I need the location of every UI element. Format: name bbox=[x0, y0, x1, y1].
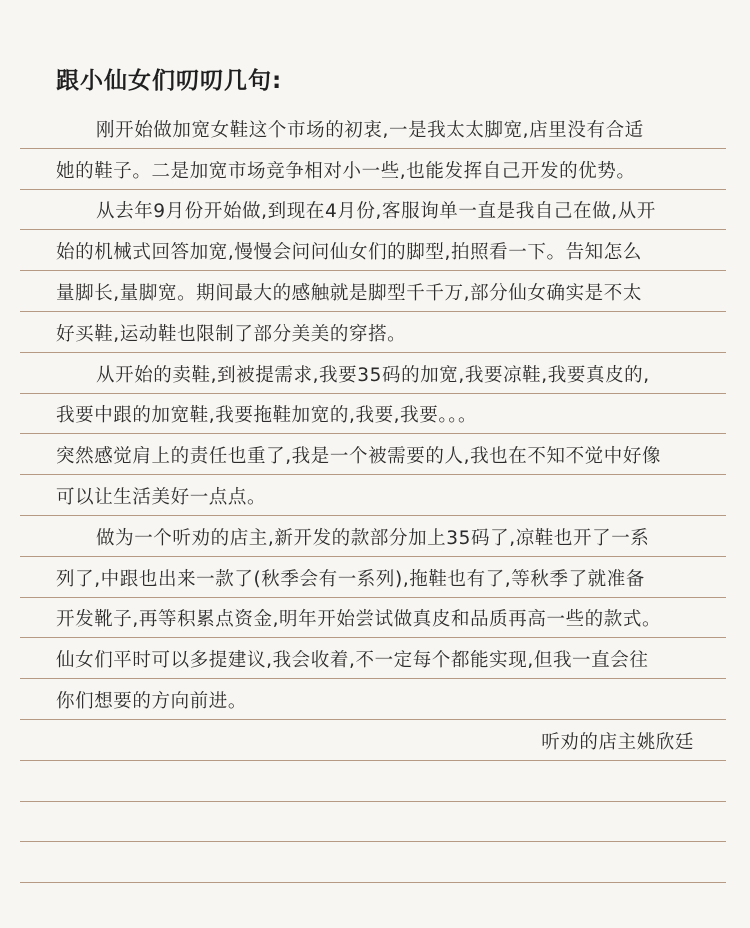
letter-line bbox=[20, 516, 726, 557]
blank-ruled-line bbox=[20, 802, 726, 843]
letter-line bbox=[20, 434, 726, 475]
letter-line-text: 她的鞋子。二是加宽市场竞争相对小一些,也能发挥自己开发的优势。 bbox=[56, 160, 636, 182]
letter-line bbox=[20, 312, 726, 353]
letter-line bbox=[20, 394, 726, 435]
letter-line-text: 做为一个听劝的店主,新开发的款部分加上35码了,凉鞋也开了一系 bbox=[96, 527, 650, 549]
letter-line-text: 量脚长,量脚宽。期间最大的感触就是脚型千千万,部分仙女确实是不太 bbox=[56, 282, 642, 304]
letter-line bbox=[20, 190, 726, 231]
letter-line bbox=[20, 108, 726, 149]
letter-line-text: 刚开始做加宽女鞋这个市场的初衷,一是我太太脚宽,店里没有合适 bbox=[96, 119, 644, 141]
signature-text: 听劝的店主姚欣廷 bbox=[541, 731, 694, 753]
letter-line bbox=[20, 271, 726, 312]
letter-line bbox=[20, 475, 726, 516]
page-title: 跟小仙女们叨叨几句: bbox=[56, 68, 283, 94]
letter-line-text: 从去年9月份开始做,到现在4月份,客服询单一直是我自己在做,从开 bbox=[96, 201, 656, 223]
letter-line-text: 从开始的卖鞋,到被提需求,我要35码的加宽,我要凉鞋,我要真皮的, bbox=[96, 364, 650, 386]
letter-line-text: 突然感觉肩上的责任也重了,我是一个被需要的人,我也在不知不觉中好像 bbox=[56, 446, 662, 468]
letter-line-text: 仙女们平时可以多提建议,我会收着,不一定每个都能实现,但我一直会往 bbox=[56, 650, 649, 672]
letter-line-text: 好买鞋,运动鞋也限制了部分美美的穿搭。 bbox=[56, 323, 407, 345]
blank-ruled-line bbox=[20, 761, 726, 802]
letter-line bbox=[20, 638, 726, 679]
letter-line-text: 你们想要的方向前进。 bbox=[56, 690, 248, 712]
letter-line bbox=[20, 230, 726, 271]
letter-line-text: 列了,中跟也出来一款了(秋季会有一系列),拖鞋也有了,等秋季了就准备 bbox=[56, 568, 645, 590]
letter-line bbox=[20, 353, 726, 394]
letter-line-text: 我要中跟的加宽鞋,我要拖鞋加宽的,我要,我要。。。 bbox=[56, 405, 478, 427]
letter-line bbox=[20, 149, 726, 190]
ruled-letter bbox=[20, 108, 726, 883]
letter-line bbox=[20, 679, 726, 720]
letter-line-text: 开发靴子,再等积累点资金,明年开始尝试做真皮和品质再高一些的款式。 bbox=[56, 609, 662, 631]
letter-line bbox=[20, 598, 726, 639]
letter-line-text: 可以让生活美好一点点。 bbox=[56, 486, 267, 508]
signature-line bbox=[20, 720, 726, 761]
blank-ruled-line bbox=[20, 842, 726, 883]
letter-line-text: 始的机械式回答加宽,慢慢会问问仙女们的脚型,拍照看一下。告知怎么 bbox=[56, 242, 642, 264]
letter-line bbox=[20, 557, 726, 598]
